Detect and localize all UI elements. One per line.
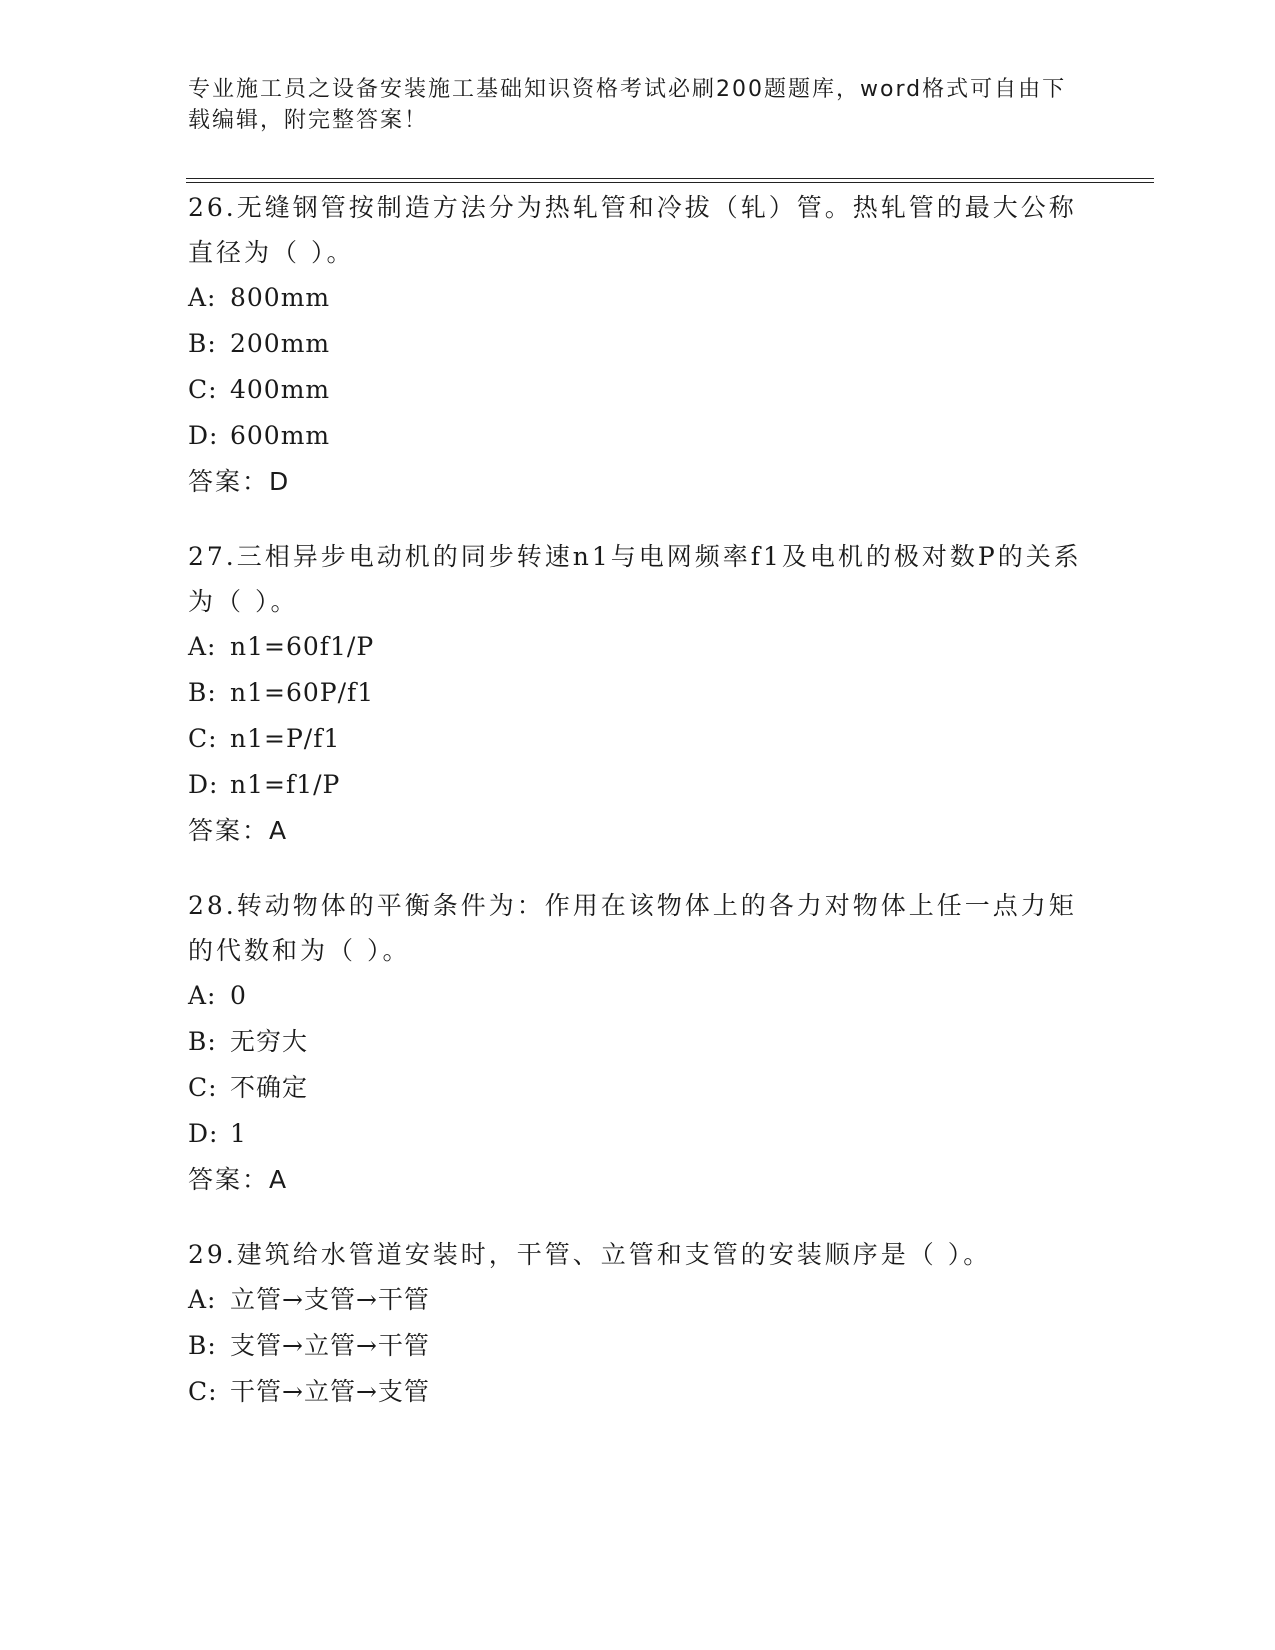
option-c [188, 716, 1088, 762]
option-key: D: [188, 421, 219, 450]
option-text: 1 [230, 1119, 247, 1148]
option-c [188, 367, 1088, 413]
option-b [188, 670, 1088, 716]
option-key: B: [188, 1027, 217, 1056]
answer: 答案：D [188, 467, 291, 496]
option-key: A: [188, 1285, 217, 1314]
option-key: A: [188, 283, 217, 312]
option-text: n1=60P/f1 [230, 678, 375, 707]
option-text: 400mm [230, 375, 331, 404]
option-key: C: [188, 724, 218, 753]
option-text: 干管→立管→支管 [230, 1377, 430, 1406]
question-27 [188, 534, 1088, 853]
option-key: A: [188, 632, 217, 661]
option-text: 0 [230, 981, 247, 1010]
option-text: 立管→支管→干管 [230, 1285, 430, 1314]
option-key: D: [188, 1119, 219, 1148]
option-d [188, 413, 1088, 459]
option-c [188, 1065, 1088, 1111]
question-29 [188, 1232, 1088, 1415]
header-divider-top [186, 178, 1154, 179]
option-text: 800mm [230, 283, 331, 312]
option-key: C: [188, 1073, 218, 1102]
option-a [188, 275, 1088, 321]
document-header: 专业施工员之设备安装施工基础知识资格考试必刷200题题库，word格式可自由下载编辑，附完整答案！ [188, 77, 1067, 133]
question-stem: 28.转动物体的平衡条件为：作用在该物体上的各力对物体上任一点力矩的代数和为（ ）。 [188, 891, 1077, 965]
option-b [188, 1019, 1088, 1065]
option-key: B: [188, 1331, 217, 1360]
option-a [188, 1277, 1088, 1323]
option-a [188, 973, 1088, 1019]
option-key: A: [188, 981, 217, 1010]
question-26 [188, 185, 1088, 504]
question-28 [188, 883, 1088, 1202]
option-text: 200mm [230, 329, 331, 358]
option-text: 不确定 [230, 1073, 309, 1102]
option-key: B: [188, 678, 217, 707]
question-stem: 27.三相异步电动机的同步转速n1与电网频率f1及电机的极对数P的关系为（ ）。 [188, 542, 1082, 616]
answer: 答案：A [188, 1165, 289, 1194]
option-key: D: [188, 770, 219, 799]
option-key: C: [188, 375, 218, 404]
option-text: 支管→立管→干管 [230, 1331, 430, 1360]
option-text: 600mm [230, 421, 331, 450]
option-key: C: [188, 1377, 218, 1406]
answer: 答案：A [188, 816, 289, 845]
option-b [188, 1323, 1088, 1369]
option-b [188, 321, 1088, 367]
option-text: n1=60f1/P [230, 632, 375, 661]
option-d [188, 762, 1088, 808]
option-c [188, 1369, 1088, 1415]
option-key: B: [188, 329, 217, 358]
question-stem: 26.无缝钢管按制造方法分为热轧管和冷拔（轧）管。热轧管的最大公称直径为（ ）。 [188, 193, 1077, 267]
option-d [188, 1111, 1088, 1157]
option-a [188, 624, 1088, 670]
option-text: 无穷大 [230, 1027, 309, 1056]
question-stem: 29.建筑给水管道安装时，干管、立管和支管的安装顺序是（ ）。 [188, 1240, 992, 1269]
option-text: n1=f1/P [230, 770, 341, 799]
header-divider-bottom [186, 182, 1154, 183]
option-text: n1=P/f1 [230, 724, 341, 753]
